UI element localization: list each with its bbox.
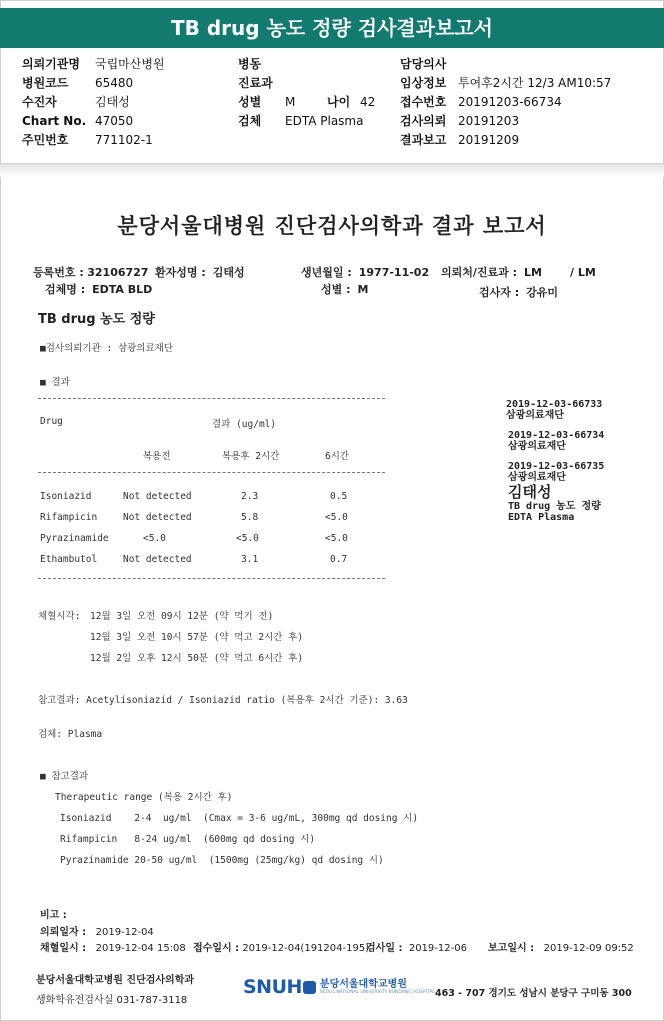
row-pre: Not detected [123, 554, 192, 565]
row-pre: Not detected [123, 491, 192, 502]
row-drug: Ethambutol [40, 554, 98, 565]
info-label: 병원코드 [22, 76, 69, 90]
patient-label: 환자성명 : [155, 266, 206, 279]
hospital-address [435, 985, 632, 999]
therapeutic-range-title: Therapeutic range (복용 2시간 후) [55, 792, 233, 803]
draw-label: 채혈일시 : [40, 943, 87, 954]
sampling-time: 12월 3일 오전 09시 12분 (약 먹기 전) [90, 611, 274, 622]
therapeutic-range: Rifampicin 8-24 ug/ml (600mg qd dosing 시) [60, 834, 316, 845]
therapeutic-range: Isoniazid 2-4 ug/ml (Cmax = 3-6 ug/mL, 300mg qd dosing 시) [60, 813, 419, 824]
receipt-label: 접수일시 : [193, 943, 240, 954]
tester [479, 284, 558, 300]
birth-label: 생년월일 : [301, 266, 352, 279]
sex-label: 성별 : [321, 283, 351, 296]
banner-title: TB drug 농도 정량 검사결과보고서 [0, 8, 664, 48]
info-col-1 [22, 55, 165, 150]
sticker-patient-name: 김태성 [508, 483, 552, 501]
snuh-korean-name: 분당서울대학교병원 [319, 978, 407, 990]
sticker-line: 2019-12-03-66733 [506, 399, 603, 410]
tester-value: 강유미 [526, 286, 558, 299]
specimen-label-sticker [508, 461, 604, 523]
reg-no-label: 등록번호 : [33, 266, 84, 279]
column-pre-dose: 복용전 [143, 451, 171, 462]
reference-heading: ■ 참고결과 [40, 771, 89, 782]
row-pre: <5.0 [143, 533, 166, 544]
snuh-wordmark: SNUH [243, 976, 302, 998]
column-2h: 복용후 2시간 [222, 451, 280, 462]
info-col-2 [238, 55, 375, 131]
info-value: 20191203-66734 [458, 95, 562, 109]
column-6h: 6시간 [325, 451, 350, 462]
row-6h: <5.0 [325, 512, 348, 523]
row-6h: 0.7 [330, 554, 348, 565]
test-date-label: 검사일 : [366, 943, 403, 954]
specimen-line: 검체: Plasma [38, 729, 103, 740]
row-2h: 2.3 [241, 491, 259, 502]
dept-label: 의뢰처/진료과 : [441, 266, 518, 279]
info-label: 성별 [238, 95, 262, 109]
info-label: 검사의뢰 [400, 114, 447, 128]
patient-value: 김태성 [212, 266, 245, 279]
sex-value: M [357, 283, 369, 296]
info-value: 65480 [95, 76, 134, 90]
column-result: 결과 (ug/ml) [212, 419, 277, 430]
draw-time [40, 939, 186, 954]
specimen-value: EDTA BLD [92, 283, 153, 296]
specimen-label: 검체명 : [45, 283, 86, 296]
sex [321, 281, 368, 297]
request-date [40, 923, 154, 938]
snuh-emblem-icon [303, 981, 316, 994]
info-value: M [285, 95, 296, 109]
dept-value-2: / LM [569, 266, 596, 279]
birth-date [301, 264, 429, 280]
address-text: 463 - 707 경기도 성남시 분당구 구미동 300 [435, 988, 632, 999]
sticker-line: 삼광의료재단 [508, 441, 566, 452]
info-value: 국립마산병원 [95, 57, 165, 71]
dept-value-1: LM [524, 266, 542, 279]
info-label: 검체 [238, 114, 262, 128]
row-2h: 3.1 [241, 554, 259, 565]
report-time [488, 939, 634, 954]
section-divider [0, 163, 664, 177]
info-label: 담당의사 [400, 57, 447, 71]
table-rule [38, 472, 385, 473]
sticker-line: 삼광의료재단 [506, 410, 564, 421]
snuh-name-block [320, 979, 435, 996]
specimen-name [45, 281, 152, 297]
reg-no [33, 264, 148, 280]
therapeutic-range: Pyrazinamide 20-50 ug/ml (1500mg (25mg/kg) qd dosing 시) [60, 855, 384, 866]
row-drug: Rifampicin [40, 512, 98, 523]
snuh-logo [243, 976, 435, 998]
info-label: 접수번호 [400, 95, 447, 109]
sticker-line: 2019-12-03-66734 [508, 430, 605, 441]
info-label: 병동 [238, 57, 262, 71]
patient-name [155, 264, 245, 280]
info-label: 결과보고 [400, 133, 447, 147]
dept-name-text: 분당서울대학교병원 진단검사의학과 [36, 975, 195, 986]
dept-name [36, 971, 194, 986]
test-sub-title: TB drug 농도 정량 [38, 312, 155, 327]
row-2h: 5.8 [241, 512, 259, 523]
sticker-line: 2019-12-03-66735 [508, 461, 605, 472]
info-label: 임상정보 [400, 76, 447, 90]
row-6h: <5.0 [325, 533, 348, 544]
request-date-value: 2019-12-04 [95, 927, 154, 938]
remark [40, 906, 67, 921]
age-label: 나이 [327, 95, 351, 109]
lab-contact: 생화학유전검사실 031-787-3118 [36, 995, 188, 1006]
reference-result: 참고결과: Acetylisoniazid / Isoniazid ratio (복용후 2시간 기준): 3.63 [38, 695, 408, 706]
row-drug: Isoniazid [40, 491, 92, 502]
report-title: 분당서울대병원 진단검사의학과 결과 보고서 [117, 214, 547, 238]
column-drug: Drug [40, 416, 63, 427]
requesting-institution: ■검사의뢰기관 : 삼광의료재단 [40, 343, 174, 354]
info-value: EDTA Plasma [285, 114, 364, 128]
test-date-value: 2019-12-06 [408, 943, 467, 954]
specimen-label-sticker [508, 430, 604, 452]
sampling-time: 12월 3일 오전 10시 57분 (약 먹고 2시간 후) [90, 632, 304, 643]
receipt-time [193, 939, 369, 954]
table-rule [38, 578, 385, 579]
age-value: 42 [360, 95, 376, 109]
info-label: 진료과 [238, 76, 273, 90]
info-label: Chart No. [22, 114, 87, 128]
specimen-label-sticker [506, 399, 602, 421]
result-heading: ■ 결과 [40, 377, 70, 388]
birth-value: 1977-11-02 [358, 266, 430, 279]
info-value: 47050 [95, 114, 134, 128]
sampling-time: 12월 2일 오후 12시 50분 (약 먹고 6시간 후) [90, 653, 304, 664]
report-date-label: 보고일시 : [488, 943, 535, 954]
info-label: 수진자 [22, 95, 57, 109]
info-value: 김태성 [95, 95, 130, 109]
draw-value: 2019-12-04 15:08 [95, 943, 186, 954]
remark-label: 비고 : [40, 910, 67, 921]
request-date-label: 의뢰일자 : [40, 927, 87, 938]
row-pre: Not detected [123, 512, 192, 523]
row-6h: 0.5 [330, 491, 348, 502]
report-date-value: 2019-12-09 09:52 [543, 943, 634, 954]
info-value: 투여후2시간 12/3 AM10:57 [458, 76, 612, 90]
sticker-line: 삼광의료재단 [508, 472, 566, 483]
info-label: 주민번호 [22, 133, 69, 147]
info-value: 20191203 [458, 114, 520, 128]
test-date [366, 939, 467, 954]
requesting-dept [441, 264, 596, 280]
info-value: 20191209 [458, 133, 520, 147]
reg-no-value: 32106727 [87, 266, 149, 279]
row-2h: <5.0 [236, 533, 259, 544]
info-col-3 [400, 55, 611, 150]
info-value: 771102-1 [95, 133, 153, 147]
sticker-line: EDTA Plasma [508, 512, 575, 523]
snuh-english-name: SEOUL NATIONAL UNIVERSITY BUNDANG HOSPITAL [319, 989, 435, 995]
info-label: 의뢰기관명 [22, 57, 80, 71]
receipt-value: 2019-12-04(191204-195) [242, 943, 370, 954]
row-drug: Pyrazinamide [40, 533, 109, 544]
table-rule [38, 398, 385, 399]
sampling-label: 채혈시각: [38, 611, 81, 622]
sticker-line: TB drug 농도 정량 [508, 501, 601, 512]
tester-label: 검사자 : [479, 286, 520, 299]
